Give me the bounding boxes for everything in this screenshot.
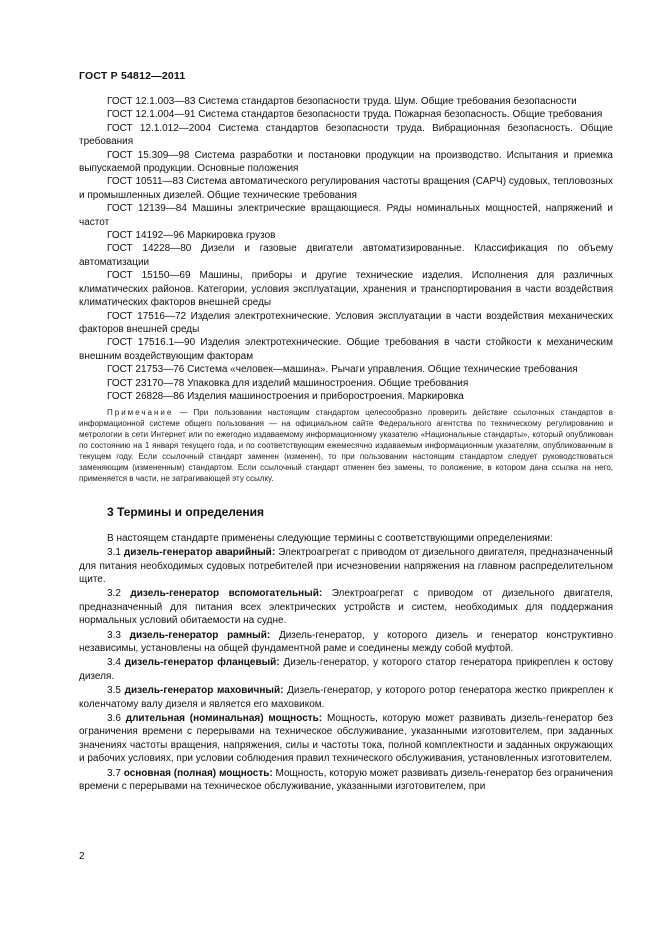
term-text: Мощность, которую может развивать дизель-генератор без ограничения времени с перерывами на техническое обслуживание, указанными изготовителем, при [79, 767, 614, 792]
reference-item: ГОСТ 15.309—98 Система разработки и постановки продукции на производство. Испытания и приемка выпускаемой продукции. Основные положения [79, 149, 613, 175]
term-name: дизель-генератор фланцевый: [124, 657, 280, 669]
term-text: Дизель-генератор, у которого статор генератора прикреплен к остову дизеля. [79, 657, 614, 682]
note-text: — При пользовании настоящим стандартом целесообразно проверить действие ссылочных стандартов в информационной системе общего пользования — на официальном сайте Федерального агентства по техническому регулированию и метрологии в сети Интернет или по ежегодно издаваемому информационному указателю «Национальные стандарты», который опубликован по состоянию на 1 января текущего года, и по соответствующим ежемесячно издаваемым информационным указателям, опубликованным в текущем году. Если ссылочный стандарт заменен (изменен), то при пользовании настоящим стандартом следует руководствоваться заменяющим (измененным) стандартом. Если ссылочный стандарт отменен без замены, то положение, в котором дана ссылка на него, применяется в части, не затрагивающей эту ссылку. [79, 408, 613, 483]
reference-item: ГОСТ 10511—83 Система автоматического регулирования частоты вращения (САРЧ) судовых, тепловозных и промышленных дизелей. Общие технические требования [79, 176, 613, 201]
reference-item: ГОСТ 12139—84 Машины электрические вращающиеся. Ряды номинальных мощностей, напряжений и частот [79, 203, 613, 228]
document-header: ГОСТ Р 54812—2011 [79, 70, 186, 82]
section-title: 3 Термины и определения [107, 504, 265, 519]
term-definition [79, 712, 613, 766]
term-text: Дизель-генератор, у которого ротор генератора жестко прикреплен к коленчатому валу дизеля и является его маховиком. [79, 685, 614, 710]
term-definition [79, 684, 613, 711]
reference-item: ГОСТ 14192—96 Маркировка грузов [107, 230, 276, 242]
reference-item: ГОСТ 12.1.004—91 Система стандартов безопасности труда. Пожарная безопасность. Общие требования [107, 109, 603, 121]
term-definition [79, 587, 613, 627]
term-number: 3.1 [107, 547, 121, 559]
term-number: 3.3 [107, 629, 121, 641]
term-name: дизель-генератор аварийный: [123, 547, 276, 559]
reference-item: ГОСТ 15150—69 Машины, приборы и другие технические изделия. Исполнения для различных климатических районов. Категории, условия эксплуатации, хранения и транспортирования в части воздействия климатических факторов внешней среды [79, 270, 613, 309]
reference-item: ГОСТ 14228—80 Дизели и газовые двигатели автоматизированные. Классификация по объему автоматизации [79, 243, 613, 268]
term-text: Электроагрегат с приводом от дизельного двигателя, предназначенный для питания всех электрических устройств и систем, необходимых для поддержания нормальных условий обитаемости на судне. [79, 588, 614, 627]
reference-item: ГОСТ 12.1.003—83 Система стандартов безопасности труда. Шум. Общие требования безопасности [107, 96, 577, 107]
term-name: длительная (номинальная) мощность: [125, 712, 323, 724]
page-content [79, 95, 613, 793]
normative-references-list [79, 95, 613, 403]
reference-item: ГОСТ 12.1.012—2004 Система стандартов безопасности труда. Вибрационная безопасность. Общие требования [79, 122, 613, 148]
reference-item: ГОСТ 17516—72 Изделия электротехнические. Условия эксплуатации в части воздействия механических факторов внешней среды [79, 310, 613, 335]
term-name: дизель-генератор маховичный: [124, 685, 284, 697]
term-name: дизель-генератор рамный: [129, 629, 271, 641]
reference-item: ГОСТ 17516.1—90 Изделия электротехнические. Общие требования в части стойкости к механическим внешним воздействующим факторам [79, 337, 613, 362]
term-number: 3.4 [107, 657, 121, 669]
term-name: дизель-генератор вспомогательный: [130, 588, 323, 600]
term-text: Мощность, которую может развивать дизель-генератор без ограничения времени с перерывами на техническое обслуживание, указанными изготовителем, при заданных значениях частоты вращения, напряжения, силы и частоты тока, полной комплектности и заданных окружающих и рабочих условиях, при условии соблюдения правил технического обслуживания, установленных изготовителем. [79, 712, 614, 765]
term-definition [79, 546, 613, 586]
page-number: 2 [79, 851, 85, 862]
term-text: Электроагрегат с приводом от дизельного двигателя, предназначенный для питания необходимых судовых потребителей при исчезновении напряжения на главном распределительном щите. [79, 547, 613, 585]
term-number: 3.2 [107, 588, 121, 600]
term-definition [79, 767, 613, 794]
note-paragraph [79, 408, 613, 484]
term-name: основная (полная) мощность: [123, 767, 273, 779]
term-definition [79, 656, 613, 683]
reference-item: ГОСТ 23170—78 Упаковка для изделий машиностроения. Общие требования [107, 377, 469, 389]
term-text: Дизель-генератор, у которого дизель и генератор конструктивно независимы, установлены на общей фундаментной раме и соединены между собой муфтой. [79, 629, 614, 654]
term-definition [79, 629, 613, 656]
reference-item: ГОСТ 26828—86 Изделия машиностроения и приборостроения. Маркировка [107, 390, 464, 402]
note-label: Примечание [107, 408, 174, 418]
term-number: 3.7 [107, 767, 121, 779]
reference-item: ГОСТ 21753—76 Система «человек—машина». Рычаги управления. Общие технические требования [107, 364, 578, 376]
term-number: 3.6 [107, 712, 121, 724]
section-intro: В настоящем стандарте применены следующие термины с соответствующими определениями: [107, 532, 553, 544]
term-number: 3.5 [107, 685, 121, 697]
